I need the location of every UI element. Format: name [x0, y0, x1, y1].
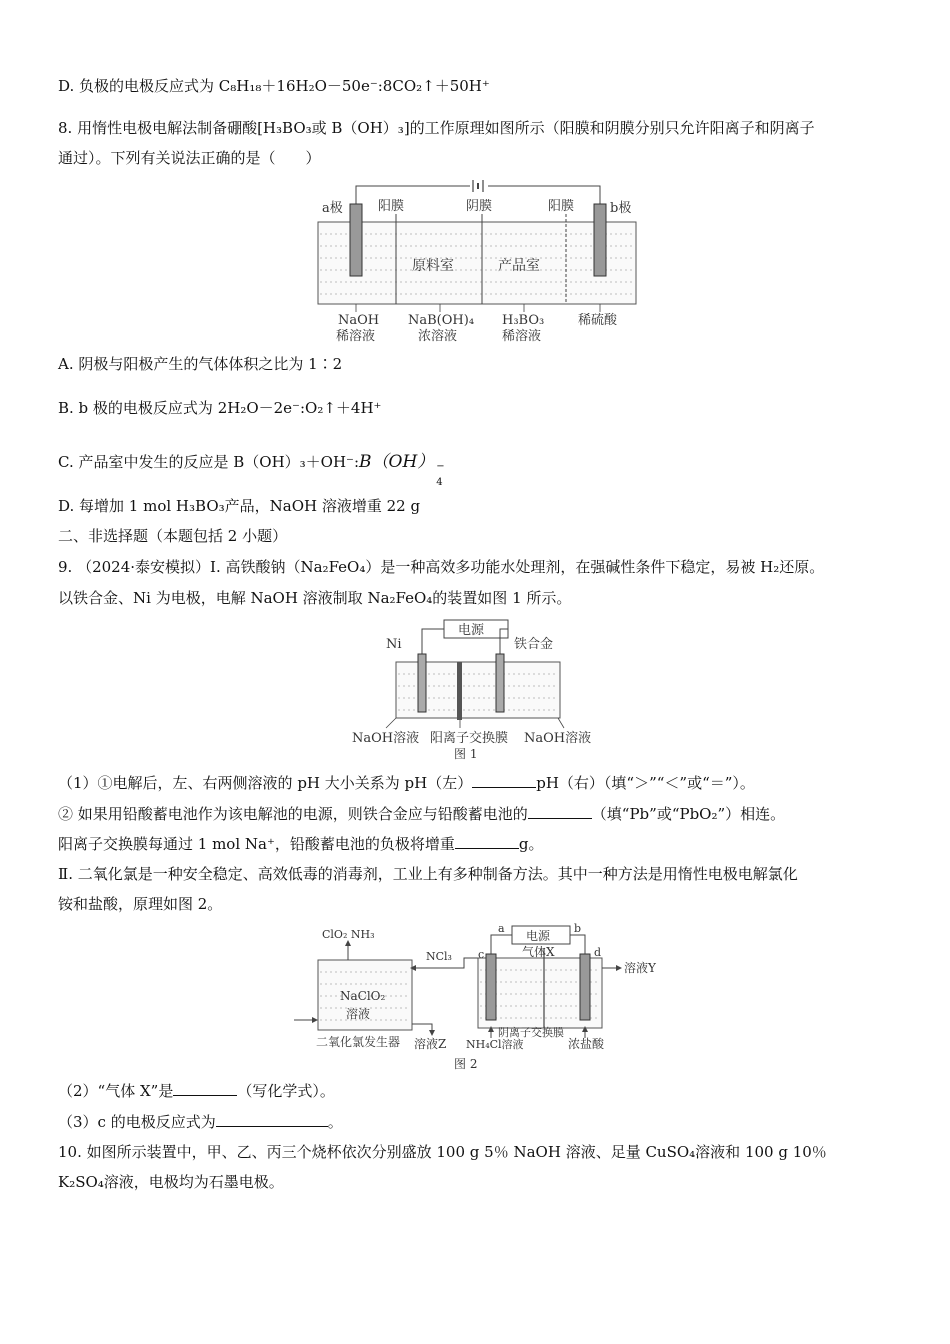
q8-stem-line2: 通过）。下列有关说法正确的是（ ） — [58, 149, 321, 167]
q9-stem-line1: 9. （2024·泰安模拟）Ⅰ. 高铁酸钠（Na₂FeO₄）是一种高效多功能水处理剂，在强碱性条件下稳定，易被 H₂还原。 — [58, 558, 825, 576]
boric-acid-electrolysis-diagram — [312, 176, 642, 348]
q9-part2-intro-line2: 铵和盐酸，原理如图 2。 — [58, 895, 223, 913]
answer-blank-gas-x[interactable] — [173, 1080, 237, 1096]
sol1-line1: NaOH — [338, 313, 380, 328]
q9-part3-line — [58, 833, 544, 854]
q9-part1-text: （1）①电解后，左、右两侧溶液的 pH 大小关系为 pH（左） — [58, 774, 473, 792]
q9-q2-line — [58, 1080, 335, 1101]
sol1-line2: 稀溶液 — [336, 329, 376, 344]
alloy-label: 铁合金 — [514, 637, 554, 652]
clo2-nh3-label: ClO₂ NH₃ — [322, 928, 375, 941]
sol2-line2: 浓溶液 — [418, 329, 458, 344]
power-label: 电源 — [458, 623, 485, 638]
q9-q3-text: （3）c 的电极反应式为 — [58, 1113, 216, 1131]
sol3-line2: 稀溶液 — [502, 329, 542, 344]
gas-x-label: 气体X — [522, 945, 555, 959]
q9-part2-tail: （填“Pb”或“PbO₂”）相连。 — [591, 805, 786, 823]
chlorine-dioxide-diagram — [288, 920, 668, 1072]
figure-2-caption: 图 2 — [454, 1057, 478, 1071]
sol4-line1: 稀硫酸 — [578, 313, 618, 328]
solution-label: 溶液 — [346, 1007, 371, 1021]
q9-figure-2 — [288, 920, 668, 1072]
section-heading: 二、非选择题（本题包括 2 小题） — [58, 527, 288, 545]
solution-y-label: 溶液Y — [624, 961, 656, 975]
q8-option-c — [58, 452, 446, 488]
q8-option-c-sup: − — [436, 461, 445, 472]
answer-blank-electrode-reaction[interactable] — [216, 1111, 328, 1127]
ferrate-electrolysis-diagram — [350, 618, 600, 762]
room2-label: 产品室 — [498, 258, 540, 274]
q9-part1-tail: pH（右）（填“＞”“＜”或“＝”）。 — [536, 774, 755, 792]
q8-option-d: D. 每增加 1 mol H₃BO₃产品，NaOH 溶液增重 22 g — [58, 497, 421, 515]
left-solution-label: NaOH溶液 — [352, 731, 420, 746]
q9-figure-1 — [350, 618, 600, 762]
q9-q2-tail: （写化学式）。 — [237, 1082, 335, 1100]
sol2-line1: NaB(OH)₄ — [408, 313, 475, 328]
terminal-a-label: a — [498, 922, 505, 935]
sol3-line1: H₃BO₃ — [502, 313, 545, 328]
conc-hcl-label: 浓盐酸 — [568, 1037, 605, 1051]
electrode-b-label: b极 — [610, 201, 632, 216]
room1-label: 原料室 — [412, 258, 454, 274]
q7-option-d: D. 负极的电极反应式为 C₈H₁₈＋16H₂O－50e⁻:8CO₂↑＋50H⁺ — [58, 77, 490, 95]
q9-part3-text: 阳离子交换膜每通过 1 mol Na⁺，铅酸蓄电池的负极将增重 — [58, 835, 455, 853]
electrode-d-label: d — [594, 946, 602, 959]
ncl3-label: NCl₃ — [426, 950, 452, 963]
membrane2-label: 阴膜 — [466, 199, 493, 214]
q9-q2-text: （2）“气体 X”是 — [58, 1082, 174, 1100]
q8-figure — [312, 176, 642, 348]
answer-blank-ph[interactable] — [472, 772, 536, 788]
q9-part3-tail: g。 — [518, 835, 544, 853]
membrane-label: 阳离子交换膜 — [430, 731, 509, 746]
figure-1-caption: 图 1 — [454, 747, 478, 761]
q10-line2: K₂SO₄溶液，电极均为石墨电极。 — [58, 1173, 284, 1191]
electrode-c-label: c — [478, 948, 485, 961]
membrane1-label: 阳膜 — [378, 199, 405, 214]
answer-blank-mass[interactable] — [455, 833, 519, 849]
q8-option-c-prefix: C. 产品室中发生的反应是 B（OH）₃＋OH⁻: — [58, 453, 360, 471]
q9-part2-line — [58, 803, 785, 824]
terminal-b-label: b — [574, 922, 582, 935]
generator-label: 二氧化氯发生器 — [316, 1035, 401, 1049]
q8-option-b: B. b 极的电极反应式为 2H₂O－2e⁻:O₂↑＋4H⁺ — [58, 399, 382, 417]
q10-line1: 10. 如图所示装置中，甲、乙、丙三个烧杯依次分别盛放 100 g 5％ NaOH 溶液、足量 CuSO₄溶液和 100 g 10％ — [58, 1143, 827, 1161]
membrane3-label: 阳膜 — [548, 199, 575, 214]
naclo2-label: NaClO₂ — [340, 989, 386, 1003]
q8-option-c-formula: B（OH） — [359, 452, 435, 472]
q9-q3-line — [58, 1111, 343, 1132]
q9-part1-line — [58, 772, 755, 793]
q8-stem-line1: 8. 用惰性电极电解法制备硼酸[H₃BO₃或 B（OH）₃]的工作原理如图所示（阳膜和阴膜分别只允许阳离子和阴离子 — [58, 119, 815, 137]
q8-option-c-sub: 4 — [436, 477, 443, 488]
q9-part2-text: ② 如果用铅酸蓄电池作为该电解池的电源，则铁合金应与铅酸蓄电池的 — [58, 805, 528, 823]
ni-label: Ni — [386, 637, 402, 652]
power-source-label: 电源 — [526, 929, 551, 943]
q8-option-a: A. 阴极与阳极产生的气体体积之比为 1∶2 — [58, 355, 343, 373]
q9-stem-line2: 以铁合金、Ni 为电极，电解 NaOH 溶液制取 Na₂FeO₄的装置如图 1 所示。 — [58, 589, 572, 607]
electrode-a-label: a极 — [322, 201, 343, 216]
answer-blank-electrode[interactable] — [528, 803, 592, 819]
q9-part2-intro-line1: Ⅱ. 二氧化氯是一种安全稳定、高效低毒的消毒剂，工业上有多种制备方法。其中一种方法是用惰性电极电解氯化 — [58, 865, 798, 883]
nh4cl-label: NH₄Cl溶液 — [466, 1038, 524, 1051]
solution-z-label: 溶液Z — [414, 1037, 447, 1051]
anion-membrane-label: 阴离子交换膜 — [498, 1026, 564, 1039]
right-solution-label: NaOH溶液 — [524, 731, 592, 746]
q9-q3-tail: 。 — [327, 1113, 343, 1131]
